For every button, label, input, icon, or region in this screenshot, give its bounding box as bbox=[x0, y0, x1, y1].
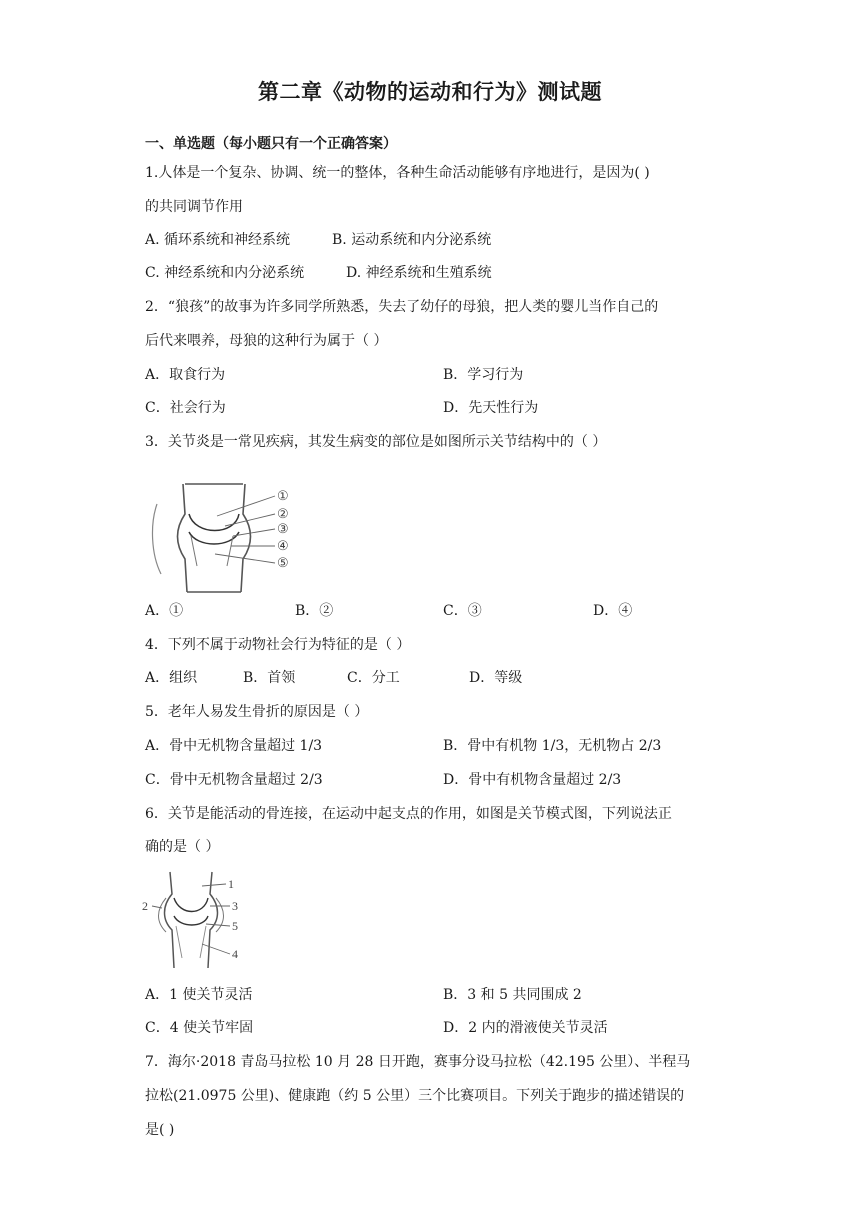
question-5-option-d[interactable]: D．骨中有机物含量超过 2/3 bbox=[443, 772, 622, 788]
page-title: 第二章《动物的运动和行为》测试题 bbox=[258, 80, 602, 104]
question-1-option-d[interactable]: D. 神经系统和生殖系统 bbox=[346, 265, 492, 281]
leader-line-1 bbox=[202, 884, 226, 886]
question-2-option-b[interactable]: B．学习行为 bbox=[443, 367, 524, 383]
question-1-text-cont: 的共同调节作用 bbox=[145, 199, 243, 215]
question-3-option-c[interactable]: C．③ bbox=[443, 603, 482, 619]
figure-label-1: 1 bbox=[228, 877, 234, 891]
figure-label-5: ⑤ bbox=[277, 555, 289, 570]
section-heading: 一、单选题（每小题只有一个正确答案） bbox=[145, 136, 397, 152]
question-7-text-cont: 拉松(21.0975 公里)、健康跑（约 5 公里）三个比赛项目。下列关于跑步的描述错误的 bbox=[145, 1088, 685, 1104]
joint-diagram-figure bbox=[145, 474, 305, 600]
question-2-option-d[interactable]: D．先天性行为 bbox=[443, 400, 539, 416]
question-5-option-c[interactable]: C．骨中无机物含量超过 2/3 bbox=[145, 772, 323, 788]
question-4-option-b[interactable]: B．首领 bbox=[243, 670, 296, 686]
question-2-text-cont: 后代来喂养，母狼的这种行为属于（ ） bbox=[145, 333, 388, 349]
figure-label-2: ② bbox=[277, 506, 289, 521]
figure-label-2: 2 bbox=[142, 899, 148, 913]
joint-head bbox=[174, 898, 208, 912]
joint-socket bbox=[174, 916, 208, 925]
question-3-option-a[interactable]: A．① bbox=[145, 603, 184, 619]
figure-label-3: 3 bbox=[232, 899, 238, 913]
figure-label-1: ① bbox=[277, 488, 289, 503]
question-3-option-d[interactable]: D．④ bbox=[593, 603, 633, 619]
figure-label-4: 4 bbox=[232, 947, 238, 961]
question-2-text: 2．“狼孩”的故事为许多同学所熟悉，失去了幼仔的母狼，把人类的婴儿当作自己的 bbox=[145, 299, 659, 315]
bone-outline-right bbox=[241, 484, 251, 592]
figure-label-4: ④ bbox=[277, 538, 289, 553]
bone-inner-lines bbox=[176, 926, 206, 958]
joint-head bbox=[189, 514, 239, 531]
outer-contour-left bbox=[152, 504, 161, 574]
question-3-text: 3．关节炎是一常见疾病，其发生病变的部位是如图所示关节结构中的（ ） bbox=[145, 434, 607, 450]
figure-label-3: ③ bbox=[277, 521, 289, 536]
leader-line-4 bbox=[202, 944, 230, 954]
question-2-option-c[interactable]: C．社会行为 bbox=[145, 400, 226, 416]
question-5-option-a[interactable]: A．骨中无机物含量超过 1/3 bbox=[145, 738, 323, 754]
bone-outline-left bbox=[178, 484, 188, 592]
question-4-text: 4．下列不属于动物社会行为特征的是（ ） bbox=[145, 637, 411, 653]
joint-model-figure bbox=[140, 868, 255, 974]
question-1-text: 1.人体是一个复杂、协调、统一的整体，各种生命活动能够有序地进行，是因为( ) bbox=[145, 165, 650, 181]
question-5-text: 5．老年人易发生骨折的原因是（ ） bbox=[145, 704, 369, 720]
question-4-option-d[interactable]: D．等级 bbox=[469, 670, 523, 686]
question-3-option-b[interactable]: B．② bbox=[295, 603, 334, 619]
question-4-option-a[interactable]: A．组织 bbox=[145, 670, 198, 686]
question-6-option-d[interactable]: D．2 内的滑液使关节灵活 bbox=[443, 1020, 608, 1036]
bone-outline-right bbox=[208, 872, 218, 968]
leader-line-1 bbox=[217, 496, 275, 516]
question-5-option-b[interactable]: B．骨中有机物 1/3，无机物占 2/3 bbox=[443, 738, 662, 754]
question-4-option-c[interactable]: C．分工 bbox=[347, 670, 400, 686]
figure-label-5: 5 bbox=[232, 919, 238, 933]
question-6-text: 6．关节是能活动的骨连接，在运动中起支点的作用，如图是关节模式图，下列说法正 bbox=[145, 806, 672, 822]
question-7-text-cont-2: 是( ) bbox=[145, 1122, 175, 1138]
leader-line-5 bbox=[206, 924, 230, 926]
question-7-text: 7．海尔·2018 青岛马拉松 10 月 28 日开跑，赛事分设马拉松（42.195 公里）、半程马 bbox=[145, 1054, 691, 1070]
question-1-option-b[interactable]: B. 运动系统和内分泌系统 bbox=[332, 232, 492, 248]
question-6-option-b[interactable]: B．3 和 5 共同围成 2 bbox=[443, 987, 582, 1003]
question-1-option-a[interactable]: A. 循环系统和神经系统 bbox=[145, 232, 291, 248]
question-1-option-c[interactable]: C. 神经系统和内分泌系统 bbox=[145, 265, 305, 281]
question-2-option-a[interactable]: A．取食行为 bbox=[145, 367, 226, 383]
bone-outline-left bbox=[165, 872, 175, 968]
question-6-option-c[interactable]: C．4 使关节牢固 bbox=[145, 1020, 254, 1036]
question-6-option-a[interactable]: A．1 使关节灵活 bbox=[145, 987, 253, 1003]
leader-line-2 bbox=[225, 514, 275, 526]
question-6-text-cont: 确的是（ ） bbox=[145, 839, 220, 855]
